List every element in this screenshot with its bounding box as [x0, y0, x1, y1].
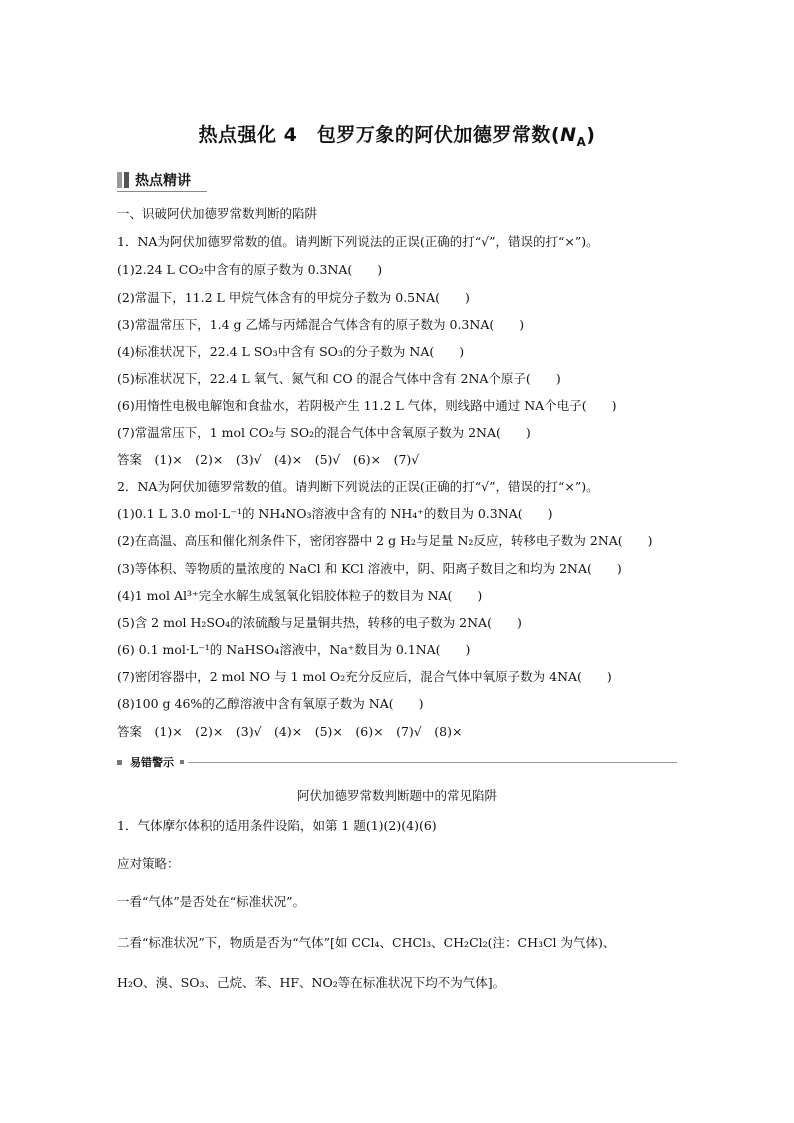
warning-label: 易错警示	[130, 756, 174, 769]
q1-item: (7)常温常压下，1 mol CO₂与 SO₂的混合气体中含氧原子数为 2NA( )	[117, 425, 531, 440]
warning-divider	[188, 762, 677, 763]
section-header	[117, 170, 191, 190]
q2-item: (1)0.1 L 3.0 mol·L⁻¹的 NH₄NO₃溶液中含有的 NH₄⁺的数目为 0.3NA( )	[117, 506, 553, 521]
q2-stem: 2．NA为阿伏加德罗常数的值。请判断下列说法的正误(正确的打“√”，错误的打“×”)。	[117, 479, 599, 494]
title-close: )	[586, 124, 596, 146]
section-label: 热点精讲	[135, 173, 191, 189]
title-text: 热点强化 4 包罗万象的阿伏加德罗常数(	[198, 124, 561, 146]
heading-1: 一、识破阿伏加德罗常数判断的陷阱	[117, 206, 318, 221]
body-line: 二看“标准状况”下，物质是否为“气体”[如 CCl₄、CHCl₃、CH₂Cl₂(注：CH₃Cl 为气体)、	[117, 935, 616, 950]
q2-item: (3)等体积、等物质的量浓度的 NaCl 和 KCl 溶液中，阴、阳离子数目之和均为 2NA( )	[117, 561, 622, 576]
q1-item: (2)常温下，11.2 L 甲烷气体含有的甲烷分子数为 0.5NA( )	[117, 290, 470, 305]
q2-item: (4)1 mol Al³⁺完全水解生成氢氧化铝胶体粒子的数目为 NA( )	[117, 588, 483, 603]
q2-answer: 答案 (1)× (2)× (3)√ (4)× (5)× (6)× (7)√ (8)×	[117, 724, 463, 739]
body-line: 应对策略：	[117, 856, 180, 871]
section-divider	[117, 191, 207, 192]
q2-item: (7)密闭容器中，2 mol NO 与 1 mol O₂充分反应后，混合气体中氧原子数为 4NA( )	[117, 669, 612, 684]
q1-answer: 答案 (1)× (2)× (3)√ (4)× (5)√ (6)× (7)√	[117, 452, 420, 467]
warning-header	[117, 754, 677, 770]
body-line: 一看“气体”是否处在“标准状况”。	[117, 894, 306, 909]
body-line: H₂O、溴、SO₃、己烷、苯、HF、NO₂等在标准状况下均不为气体]。	[117, 975, 506, 990]
q1-stem: 1．NA为阿伏加德罗常数的值。请判断下列说法的正误(正确的打“√”，错误的打“×”)。	[117, 234, 599, 249]
q2-item: (2)在高温、高压和催化剂条件下，密闭容器中 2 g H₂与足量 N₂反应，转移电子数为 2NA( )	[117, 533, 653, 548]
q1-item: (1)2.24 L CO₂中含有的原子数为 0.3NA( )	[117, 262, 383, 277]
q1-item: (6)用惰性电极电解饱和食盐水，若阴极产生 11.2 L 气体，则线路中通过 NA个电子( )	[117, 398, 617, 413]
subtitle: 阿伏加德罗常数判断题中的常见陷阱	[296, 788, 497, 803]
page-title	[0, 120, 794, 149]
q2-item: (6) 0.1 mol·L⁻¹的 NaHSO₄溶液中，Na⁺数目为 0.1NA( )	[117, 642, 471, 657]
warning-dot-icon	[180, 760, 184, 764]
section-bar-icon	[117, 172, 129, 188]
q1-item: (4)标准状况下，22.4 L SO₃中含有 SO₃的分子数为 NA( )	[117, 344, 465, 359]
q1-item: (5)标准状况下，22.4 L 氧气、氮气和 CO 的混合气体中含有 2NA个原子( )	[117, 371, 561, 386]
q1-item: (3)常温常压下，1.4 g 乙烯与丙烯混合气体含有的原子数为 0.3NA( )	[117, 317, 525, 332]
body-line: 1．气体摩尔体积的适用条件设陷，如第 1 题(1)(2)(4)(6)	[117, 818, 437, 833]
title-n: N	[560, 124, 577, 146]
title-sub: A	[576, 134, 587, 149]
q2-item: (5)含 2 mol H₂SO₄的浓硫酸与足量铜共热，转移的电子数为 2NA( )	[117, 615, 522, 630]
warning-square-icon	[117, 760, 122, 765]
q2-item: (8)100 g 46%的乙醇溶液中含有氧原子数为 NA( )	[117, 696, 424, 711]
